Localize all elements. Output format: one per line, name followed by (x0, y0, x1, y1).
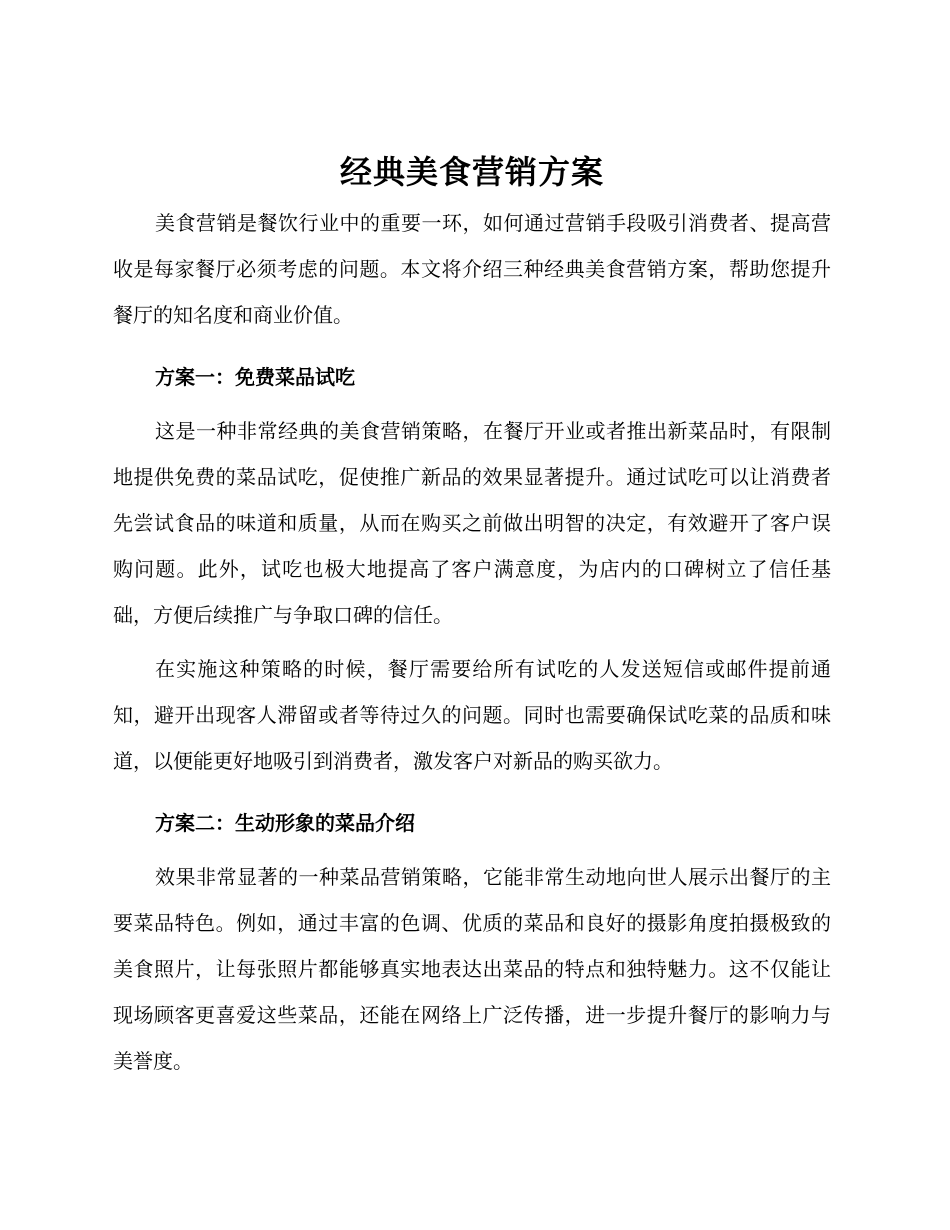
section-2-paragraph-1: 效果非常显著的一种菜品营销策略，它能非常生动地向世人展示出餐厅的主要菜品特色。例如，通过丰富的色调、优质的菜品和良好的摄影角度拍摄极致的美食照片，让每张照片都能够真实地表达出菜品的特点和独特魅力。这不仅能让现场顾客更喜爱这些菜品，还能在网络上广泛传播，进一步提升餐厅的影响力与美誉度。 (113, 865, 831, 1073)
document-page (113, 148, 831, 1084)
section-2-heading: 方案二：生动形象的菜品介绍 (155, 811, 415, 835)
section-1-heading: 方案一：免费菜品试吃 (155, 365, 355, 389)
section-1-paragraph-1: 这是一种非常经典的美食营销策略，在餐厅开业或者推出新菜品时，有限制地提供免费的菜品试吃，促使推广新品的效果显著提升。通过试吃可以让消费者先尝试食品的味道和质量，从而在购买之前做出明智的决定，有效避开了客户误购问题。此外，试吃也极大地提高了客户满意度，为店内的口碑树立了信任基础，方便后续推广与争取口碑的信任。 (113, 419, 831, 627)
intro-paragraph: 美食营销是餐饮行业中的重要一环，如何通过营销手段吸引消费者、提高营收是每家餐厅必须考虑的问题。本文将介绍三种经典美食营销方案，帮助您提升餐厅的知名度和商业价值。 (113, 211, 831, 327)
document-title: 经典美食营销方案 (339, 153, 604, 191)
section-1-paragraph-2: 在实施这种策略的时候，餐厅需要给所有试吃的人发送短信或邮件提前通知，避开出现客人滞留或者等待过久的问题。同时也需要确保试吃菜的品质和味道，以便能更好地吸引到消费者，激发客户对新品的购买欲力。 (113, 657, 831, 773)
